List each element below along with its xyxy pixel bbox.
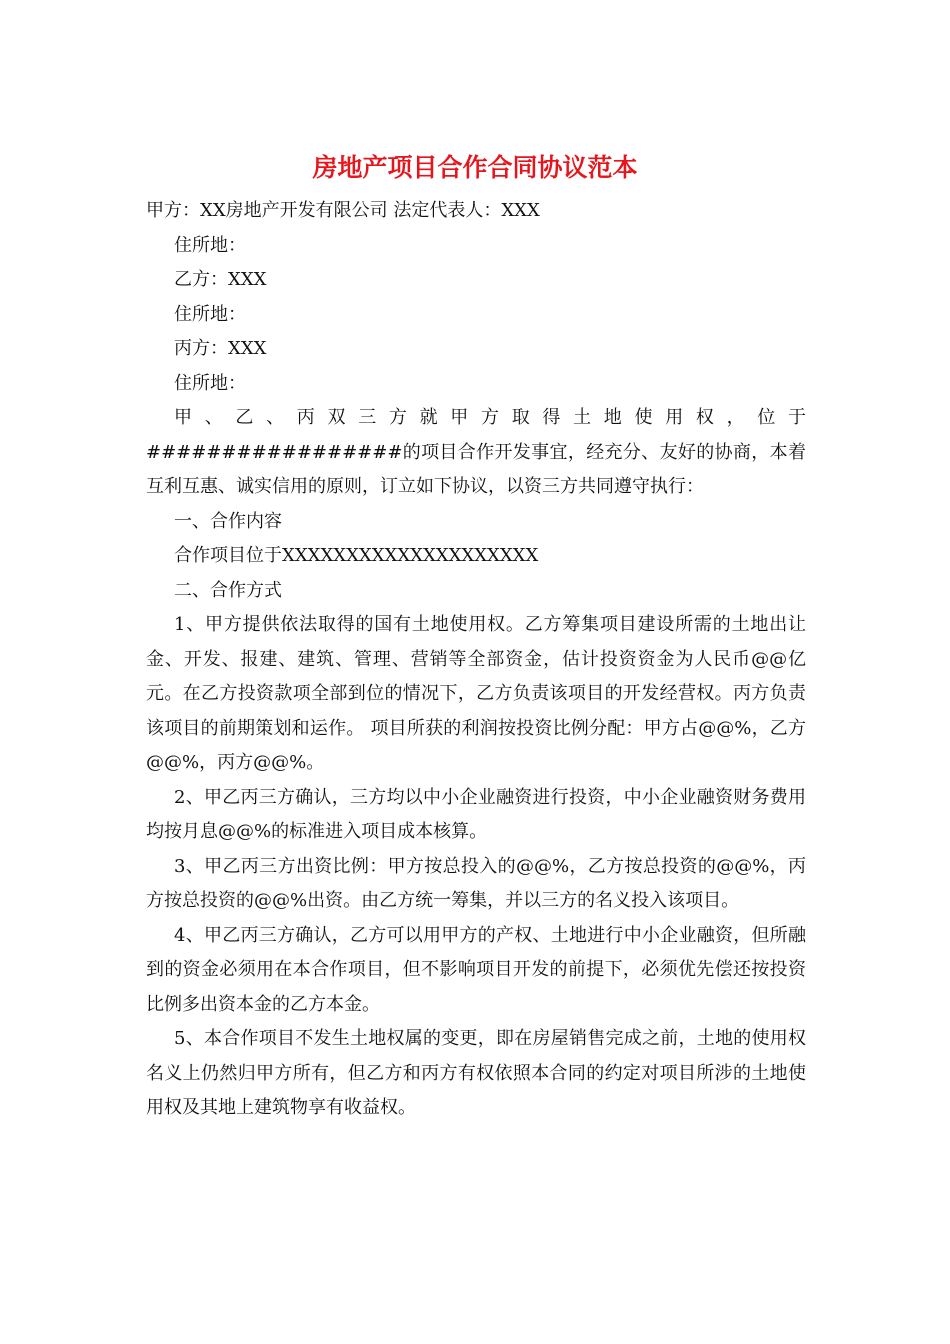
clause-2: 2、甲乙丙三方确认，三方均以中小企业融资进行投资，中小企业融资财务费用均按月息@@%的标准进入项目成本核算。 [146, 786, 806, 842]
section-1-text: 合作项目位于XXXXXXXXXXXXXXXXXXXX [174, 545, 539, 566]
party-a-line: 甲方：XX房地产开发有限公司 法定代表人：XXX [146, 200, 540, 221]
party-b-line: 乙方：XXX [174, 269, 267, 290]
clause-3: 3、甲乙丙三方出资比例：甲方按总投入的@@%，乙方按总投资的@@%，丙方按总投资的@@%出资。由乙方统一筹集，并以三方的名义投入该项目。 [146, 855, 806, 911]
party-c-address: 住所地： [174, 372, 246, 394]
clause-1: 1、甲方提供依法取得的国有土地使用权。乙方筹集项目建设所需的土地出让金、开发、报建、建筑、管理、营销等全部资金，估计投资资金为人民币@@亿元。在乙方投资款项全部到位的情况下，乙方负责该项目的开发经营权。丙方负责该项目的前期策划和运作。 项目所获的利润按投资比例分配：甲方占@@%，乙方@@%，丙方@@%。 [146, 614, 806, 773]
preamble-paragraph: 甲、乙、丙双三方就甲方取得土地使用权，位于#################的项目合作开发事宜，经充分、友好的协商，本着互利互惠、诚实信用的原则，订立如下协议，以资三方共同遵守执行： [146, 407, 806, 497]
clause-4: 4、甲乙丙三方确认，乙方可以用甲方的产权、土地进行中小企业融资，但所融到的资金必须用在本合作项目，但不影响项目开发的前提下，必须优先偿还按投资比例多出资本金的乙方本金。 [146, 924, 806, 1015]
party-b-address: 住所地： [174, 303, 246, 325]
section-2-heading: 二、合作方式 [174, 579, 282, 601]
clause-5: 5、本合作项目不发生土地权属的变更，即在房屋销售完成之前，土地的使用权名义上仍然归甲方所有，但乙方和丙方有权依照本合同的约定对项目所涉的土地使用权及其地上建筑物享有收益权。 [146, 1028, 806, 1118]
document-title: 房地产项目合作合同协议范本 [312, 153, 638, 182]
section-1-heading: 一、合作内容 [174, 510, 282, 532]
party-c-line: 丙方：XXX [174, 338, 267, 359]
party-a-address: 住所地： [174, 234, 246, 256]
document-body [146, 194, 806, 1126]
